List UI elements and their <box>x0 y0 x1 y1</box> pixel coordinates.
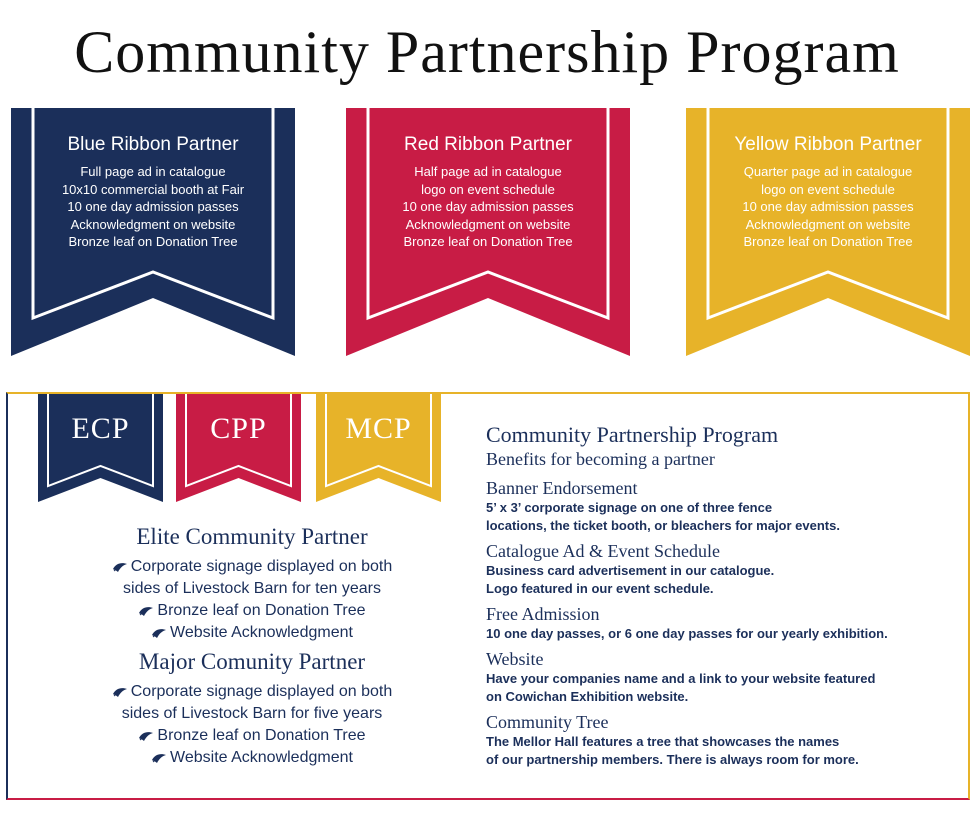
list-item <box>60 600 444 622</box>
benefit-heading: Catalogue Ad & Event Schedule <box>486 541 720 561</box>
leaf-bullet-icon <box>112 561 128 573</box>
leaf-bullet-icon <box>112 686 128 698</box>
item-text: Bronze leaf on Donation Tree <box>157 602 366 619</box>
leaf-bullet-icon <box>151 627 167 639</box>
ribbon-line: Quarter page ad in catalogue <box>743 164 913 179</box>
list-item <box>60 578 444 600</box>
benefit-text: Business card advertisement in our catalogue. <box>486 563 775 578</box>
leaf-bullet-icon <box>151 752 167 764</box>
item-text: sides of Livestock Barn for five years <box>121 705 383 722</box>
benefit-text: 5’ x 3’ corporate signage on one of three fence <box>486 500 773 515</box>
ribbon-line: Half page ad in catalogue <box>414 164 562 179</box>
ribbon-line: logo on event schedule <box>421 181 555 197</box>
ribbon-line: Acknowledgment on website <box>70 216 236 232</box>
item-text: Bronze leaf on Donation Tree <box>157 727 366 744</box>
ecp-ribbon-shape <box>38 394 163 502</box>
page-title: Community Partnership Program <box>74 19 900 85</box>
ribbon-line: 10 one day admission passes <box>67 199 239 214</box>
yellow-ribbon-card <box>686 108 970 356</box>
ribbon-line: Bronze leaf on Donation Tree <box>403 234 573 249</box>
ribbon-line: Acknowledgment on website <box>745 216 911 232</box>
item-text: Website Acknowledgment <box>170 624 353 641</box>
ribbon-line: Bronze leaf on Donation Tree <box>68 234 238 249</box>
ribbon-title: Yellow Ribbon Partner <box>734 134 922 155</box>
elite-heading: Elite Community Partner <box>136 524 368 549</box>
benefit-text: 10 one day passes, or 6 one day passes for our yearly exhibition. <box>486 626 888 641</box>
list-item <box>60 725 444 747</box>
ecp-label: ECP <box>71 412 130 445</box>
major-heading: Major Comunity Partner <box>138 649 366 674</box>
ribbon-line: 10 one day admission passes <box>742 199 914 214</box>
item-text: Website Acknowledgment <box>170 749 353 766</box>
list-item <box>60 747 444 769</box>
list-item <box>60 703 444 725</box>
mcp-label: MCP <box>345 412 412 445</box>
benefit-heading: Community Tree <box>486 712 609 732</box>
item-text: Corporate signage displayed on both <box>130 558 393 575</box>
ribbon-line: Bronze leaf on Donation Tree <box>743 234 913 249</box>
benefits-title: Community Partnership Program <box>486 422 779 447</box>
leaf-bullet-icon <box>138 605 154 617</box>
ribbon-line: logo on event schedule <box>761 181 895 197</box>
blue-ribbon-card <box>11 108 295 356</box>
item-text: Corporate signage displayed on both <box>130 683 393 700</box>
ribbon-line: Full page ad in catalogue <box>80 164 226 179</box>
item-text: sides of Livestock Barn for ten years <box>123 580 381 597</box>
list-item <box>60 556 444 578</box>
cpp-label: CPP <box>210 412 267 445</box>
ribbon-line: 10 one day admission passes <box>402 199 574 214</box>
ribbon-title: Red Ribbon Partner <box>404 134 572 155</box>
cpp-ribbon-shape <box>176 394 301 502</box>
benefit-text: locations, the ticket booth, or bleachers for major events. <box>486 518 840 533</box>
benefit-text: The Mellor Hall features a tree that showcases the names <box>486 734 840 749</box>
list-item <box>60 681 444 703</box>
benefit-text: Logo featured in our event schedule. <box>486 581 714 596</box>
major-partner-section <box>60 649 444 769</box>
benefit-text: on Cowichan Exhibition website. <box>486 689 689 704</box>
benefit-heading: Free Admission <box>486 604 600 624</box>
ribbon-line: 10x10 commercial booth at Fair <box>61 181 245 197</box>
benefit-heading: Website <box>486 649 544 669</box>
benefits-column <box>486 422 956 769</box>
leaf-bullet-icon <box>138 730 154 742</box>
mcp-ribbon <box>316 394 441 502</box>
ecp-ribbon <box>38 394 163 502</box>
ribbon-title: Blue Ribbon Partner <box>67 134 239 155</box>
benefits-subtitle: Benefits for becoming a partner <box>486 449 715 469</box>
cpp-ribbon <box>176 394 301 502</box>
elite-partner-section <box>60 524 444 644</box>
mcp-ribbon-shape <box>316 394 441 502</box>
list-item <box>60 622 444 644</box>
benefit-heading: Banner Endorsement <box>486 478 638 498</box>
benefit-text: of our partnership members. There is always room for more. <box>486 752 859 767</box>
benefit-text: Have your companies name and a link to your website featured <box>486 671 876 686</box>
red-ribbon-card <box>346 108 630 356</box>
ribbon-line: Acknowledgment on website <box>405 216 571 232</box>
